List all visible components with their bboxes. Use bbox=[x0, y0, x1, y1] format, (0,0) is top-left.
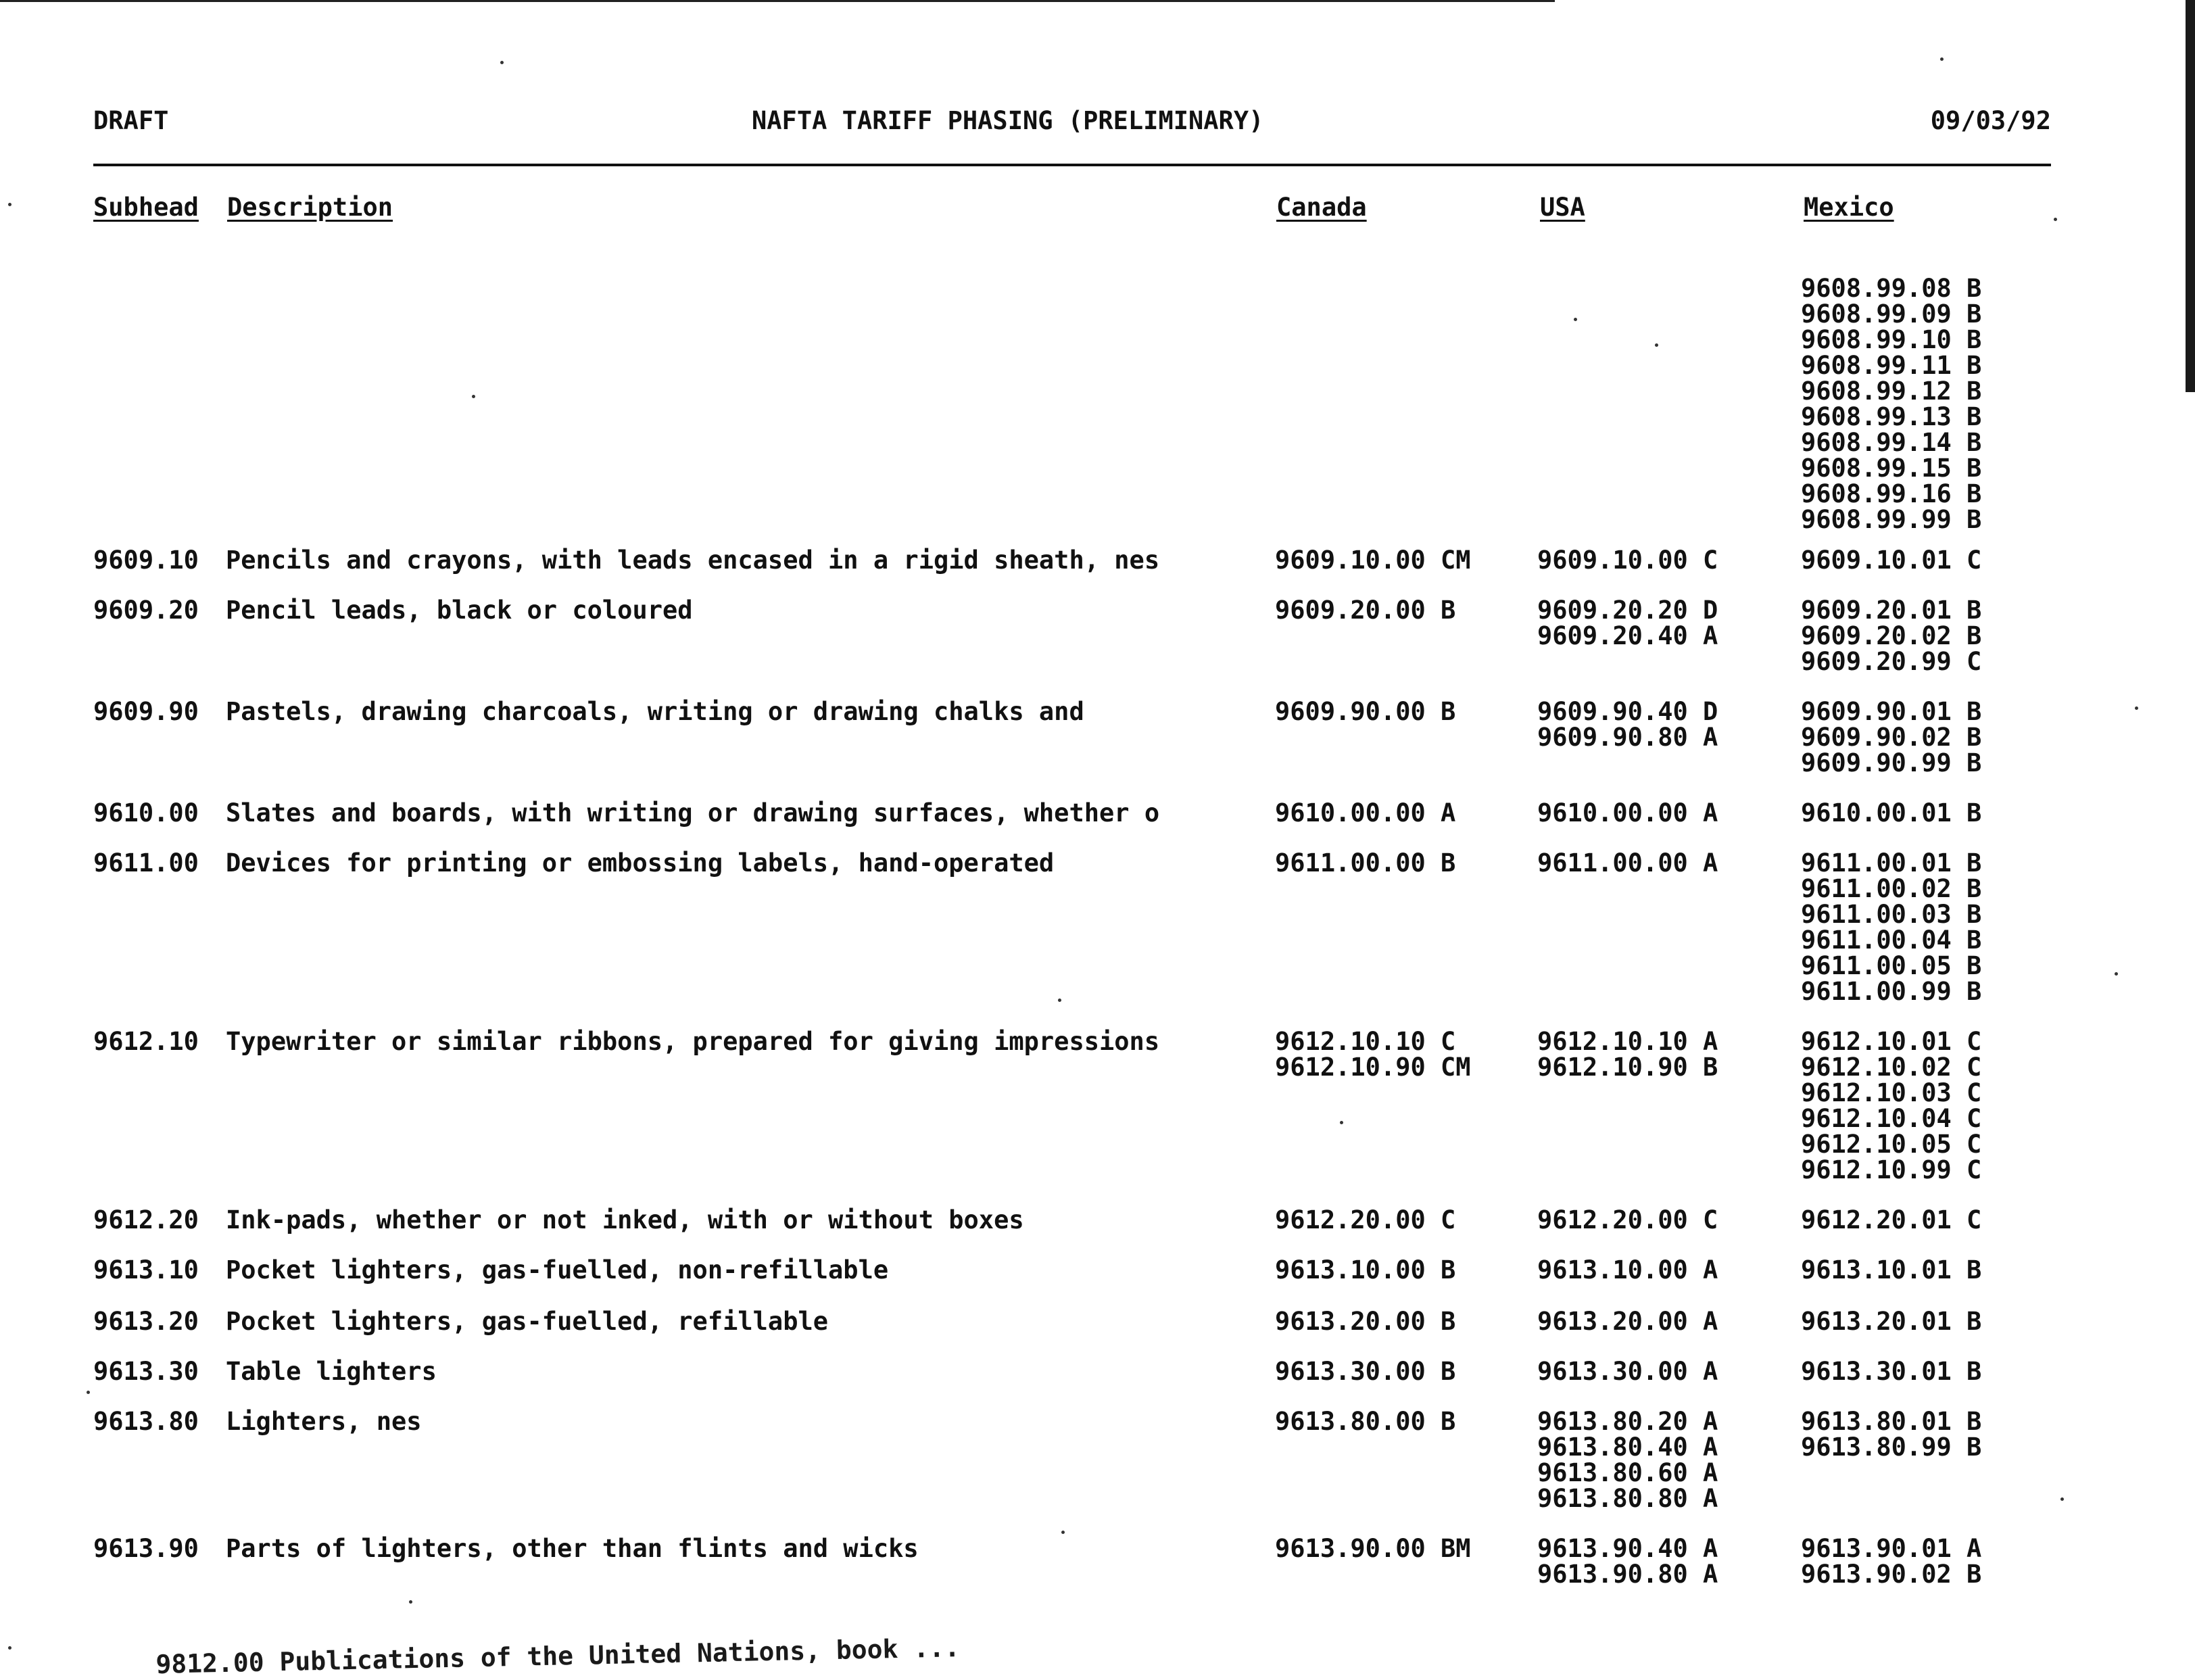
subhead-cell: 9609.20 bbox=[93, 596, 199, 625]
usa-codes-cell bbox=[1537, 1029, 1801, 1080]
scan-speck bbox=[2054, 218, 2057, 221]
canada-tariff-code: 9613.90.00 BM bbox=[1275, 1534, 1471, 1563]
mexico-codes-cell bbox=[1801, 850, 1981, 1005]
canada-codes-cell bbox=[1275, 1207, 1537, 1233]
mexico-tariff-code: 9608.99.08 B bbox=[1801, 274, 1982, 303]
mexico-tariff-code: 9611.00.03 B bbox=[1801, 900, 1982, 929]
subhead-cell: 9610.00 bbox=[93, 798, 199, 827]
header-divider bbox=[93, 164, 2051, 166]
description-cell: Parts of lighters, other than flints and wicks bbox=[226, 1534, 919, 1563]
mexico-tariff-code: 9613.80.99 B bbox=[1801, 1433, 1982, 1462]
canada-codes-cell bbox=[1275, 548, 1537, 573]
mexico-codes-cell bbox=[1801, 699, 1981, 776]
scan-speck bbox=[1655, 343, 1658, 347]
table-row bbox=[93, 800, 2051, 826]
subhead-cell: 9611.00 bbox=[93, 848, 199, 878]
table-row bbox=[93, 1536, 2051, 1587]
mexico-codes-cell bbox=[1801, 1257, 1981, 1283]
document-title: NAFTA TARIFF PHASING (PRELIMINARY) bbox=[752, 106, 1264, 135]
canada-tariff-code: 9613.30.00 B bbox=[1275, 1357, 1456, 1386]
canada-tariff-code: 9612.10.90 CM bbox=[1275, 1053, 1471, 1082]
scan-speck bbox=[500, 61, 504, 64]
mexico-codes-cell bbox=[1801, 1029, 1981, 1183]
mexico-tariff-code: 9613.90.01 A bbox=[1801, 1534, 1982, 1563]
subhead-cell: 9612.20 bbox=[93, 1205, 199, 1234]
description-cell: Ink-pads, whether or not inked, with or without boxes bbox=[226, 1205, 1024, 1234]
table-row bbox=[93, 1309, 2051, 1335]
usa-tariff-code: 9612.20.00 C bbox=[1537, 1205, 1718, 1234]
mexico-tariff-code: 9608.99.13 B bbox=[1801, 402, 1982, 431]
scan-speck bbox=[2135, 706, 2138, 710]
mexico-tariff-code: 9612.10.01 C bbox=[1801, 1027, 1982, 1056]
scan-speck bbox=[472, 395, 475, 398]
column-header-usa: USA bbox=[1540, 193, 1585, 222]
mexico-codes-cell bbox=[1801, 548, 1981, 573]
usa-tariff-code: 9609.20.20 D bbox=[1537, 596, 1718, 625]
scan-speck bbox=[1574, 318, 1577, 321]
table-row bbox=[93, 1257, 2051, 1283]
subhead-cell: 9613.20 bbox=[93, 1307, 199, 1336]
usa-codes-cell bbox=[1537, 1309, 1801, 1335]
table-row bbox=[93, 276, 2051, 533]
mexico-tariff-code: 9611.00.05 B bbox=[1801, 951, 1982, 980]
mexico-tariff-code: 9609.90.01 B bbox=[1801, 697, 1982, 726]
mexico-tariff-code: 9612.10.04 C bbox=[1801, 1104, 1982, 1133]
mexico-tariff-code: 9609.20.99 C bbox=[1801, 647, 1982, 676]
mexico-tariff-code: 9608.99.99 B bbox=[1801, 505, 1982, 534]
mexico-codes-cell bbox=[1801, 1536, 1981, 1587]
usa-tariff-code: 9613.80.20 A bbox=[1537, 1407, 1718, 1436]
document-date: 09/03/92 bbox=[1930, 106, 2051, 135]
mexico-tariff-code: 9608.99.15 B bbox=[1801, 454, 1982, 483]
scan-speck bbox=[1940, 57, 1944, 61]
mexico-tariff-code: 9612.10.03 C bbox=[1801, 1078, 1982, 1107]
mexico-codes-cell bbox=[1801, 276, 1981, 533]
table-row bbox=[93, 1029, 2051, 1183]
description-cell: Pocket lighters, gas-fuelled, refillable bbox=[226, 1307, 829, 1336]
mexico-tariff-code: 9613.90.02 B bbox=[1801, 1560, 1982, 1589]
scan-speck bbox=[1058, 999, 1061, 1002]
table-row bbox=[93, 699, 2051, 776]
mexico-tariff-code: 9608.99.10 B bbox=[1801, 325, 1982, 354]
draft-label: DRAFT bbox=[93, 106, 169, 135]
column-header-canada: Canada bbox=[1276, 193, 1367, 222]
description-cell: Table lighters bbox=[226, 1357, 437, 1386]
canada-codes-cell bbox=[1275, 699, 1537, 725]
top-scan-edge bbox=[0, 0, 1555, 2]
canada-tariff-code: 9609.90.00 B bbox=[1275, 697, 1456, 726]
usa-tariff-code: 9613.10.00 A bbox=[1537, 1255, 1718, 1285]
usa-tariff-code: 9612.10.90 B bbox=[1537, 1053, 1718, 1082]
tariff-table bbox=[93, 251, 2051, 1587]
mexico-tariff-code: 9613.10.01 B bbox=[1801, 1255, 1982, 1285]
mexico-tariff-code: 9612.10.02 C bbox=[1801, 1053, 1982, 1082]
scan-speck bbox=[409, 1600, 412, 1604]
usa-codes-cell bbox=[1537, 1359, 1801, 1385]
table-row bbox=[93, 1409, 2051, 1512]
canada-codes-cell bbox=[1275, 1309, 1537, 1335]
canada-tariff-code: 9612.10.10 C bbox=[1275, 1027, 1456, 1056]
usa-tariff-code: 9613.20.00 A bbox=[1537, 1307, 1718, 1336]
table-row bbox=[93, 850, 2051, 1005]
mexico-tariff-code: 9613.80.01 B bbox=[1801, 1407, 1982, 1436]
mexico-codes-cell bbox=[1801, 1207, 1981, 1233]
mexico-codes-cell bbox=[1801, 1359, 1981, 1385]
mexico-tariff-code: 9608.99.12 B bbox=[1801, 377, 1982, 406]
usa-tariff-code: 9609.20.40 A bbox=[1537, 621, 1718, 650]
scan-speck bbox=[1340, 1121, 1343, 1124]
canada-codes-cell bbox=[1275, 850, 1537, 876]
mexico-tariff-code: 9613.30.01 B bbox=[1801, 1357, 1982, 1386]
usa-tariff-code: 9609.10.00 C bbox=[1537, 546, 1718, 575]
usa-codes-cell bbox=[1537, 548, 1801, 573]
subhead-cell: 9613.80 bbox=[93, 1407, 199, 1436]
usa-tariff-code: 9609.90.80 A bbox=[1537, 723, 1718, 752]
mexico-tariff-code: 9609.20.01 B bbox=[1801, 596, 1982, 625]
canada-codes-cell bbox=[1275, 1257, 1537, 1283]
mexico-tariff-code: 9612.20.01 C bbox=[1801, 1205, 1982, 1234]
mexico-codes-cell bbox=[1801, 800, 1981, 826]
usa-codes-cell bbox=[1537, 1207, 1801, 1233]
canada-codes-cell bbox=[1275, 1029, 1537, 1080]
mexico-tariff-code: 9611.00.04 B bbox=[1801, 926, 1982, 955]
usa-tariff-code: 9613.80.60 A bbox=[1537, 1458, 1718, 1487]
mexico-tariff-code: 9613.20.01 B bbox=[1801, 1307, 1982, 1336]
table-row bbox=[93, 598, 2051, 675]
usa-tariff-code: 9611.00.00 A bbox=[1537, 848, 1718, 878]
description-cell: Lighters, nes bbox=[226, 1407, 422, 1436]
description-cell: Pencil leads, black or coloured bbox=[226, 596, 693, 625]
description-cell: Typewriter or similar ribbons, prepared for giving impressions bbox=[226, 1027, 1160, 1056]
canada-tariff-code: 9613.80.00 B bbox=[1275, 1407, 1456, 1436]
canada-tariff-code: 9612.20.00 C bbox=[1275, 1205, 1456, 1234]
usa-tariff-code: 9613.90.80 A bbox=[1537, 1560, 1718, 1589]
mexico-tariff-code: 9609.90.99 B bbox=[1801, 748, 1982, 777]
canada-codes-cell bbox=[1275, 800, 1537, 826]
mexico-tariff-code: 9612.10.99 C bbox=[1801, 1155, 1982, 1184]
description-cell: Slates and boards, with writing or drawing surfaces, whether o bbox=[226, 798, 1160, 827]
usa-tariff-code: 9613.90.40 A bbox=[1537, 1534, 1718, 1563]
description-cell: Devices for printing or embossing labels, hand-operated bbox=[226, 848, 1055, 878]
mexico-codes-cell bbox=[1801, 1409, 1981, 1460]
mexico-tariff-code: 9608.99.09 B bbox=[1801, 299, 1982, 329]
usa-codes-cell bbox=[1537, 598, 1801, 649]
table-row bbox=[93, 548, 2051, 573]
subhead-cell: 9609.90 bbox=[93, 697, 199, 726]
table-row bbox=[93, 1359, 2051, 1385]
usa-tariff-code: 9609.90.40 D bbox=[1537, 697, 1718, 726]
mexico-tariff-code: 9609.20.02 B bbox=[1801, 621, 1982, 650]
scan-speck bbox=[2115, 972, 2118, 976]
scan-speck bbox=[1061, 1531, 1065, 1534]
canada-codes-cell bbox=[1275, 598, 1537, 623]
usa-codes-cell bbox=[1537, 1536, 1801, 1587]
scan-speck bbox=[2060, 1497, 2064, 1501]
mexico-codes-cell bbox=[1801, 1309, 1981, 1335]
column-header-mexico: Mexico bbox=[1804, 193, 1894, 222]
subhead-cell: 9613.10 bbox=[93, 1255, 199, 1285]
scan-speck bbox=[87, 1391, 90, 1394]
canada-tariff-code: 9609.20.00 B bbox=[1275, 596, 1456, 625]
document-header bbox=[93, 98, 2051, 139]
column-header-subhead: Subhead bbox=[93, 193, 199, 222]
mexico-tariff-code: 9612.10.05 C bbox=[1801, 1130, 1982, 1159]
usa-codes-cell bbox=[1537, 1257, 1801, 1283]
subhead-cell: 9613.30 bbox=[93, 1357, 199, 1386]
canada-codes-cell bbox=[1275, 1359, 1537, 1385]
cut-off-footer-line: 9812.00 Publications of the United Nations, book ... bbox=[155, 1633, 961, 1679]
subhead-cell: 9613.90 bbox=[93, 1534, 199, 1563]
canada-tariff-code: 9609.10.00 CM bbox=[1275, 546, 1471, 575]
table-row bbox=[93, 1207, 2051, 1233]
mexico-tariff-code: 9609.10.01 C bbox=[1801, 546, 1982, 575]
mexico-tariff-code: 9611.00.99 B bbox=[1801, 977, 1982, 1006]
column-header-description: Description bbox=[227, 193, 393, 222]
canada-tariff-code: 9613.20.00 B bbox=[1275, 1307, 1456, 1336]
mexico-tariff-code: 9609.90.02 B bbox=[1801, 723, 1982, 752]
mexico-tariff-code: 9608.99.14 B bbox=[1801, 428, 1982, 457]
mexico-tariff-code: 9610.00.01 B bbox=[1801, 798, 1982, 827]
canada-tariff-code: 9613.10.00 B bbox=[1275, 1255, 1456, 1285]
description-cell: Pencils and crayons, with leads encased in a rigid sheath, nes bbox=[226, 546, 1160, 575]
subhead-cell: 9609.10 bbox=[93, 546, 199, 575]
canada-tariff-code: 9611.00.00 B bbox=[1275, 848, 1456, 878]
mexico-codes-cell bbox=[1801, 598, 1981, 675]
usa-tariff-code: 9610.00.00 A bbox=[1537, 798, 1718, 827]
usa-codes-cell bbox=[1537, 850, 1801, 876]
scan-speck bbox=[8, 1646, 11, 1650]
right-scan-edge bbox=[2186, 0, 2195, 392]
canada-tariff-code: 9610.00.00 A bbox=[1275, 798, 1456, 827]
usa-tariff-code: 9613.80.40 A bbox=[1537, 1433, 1718, 1462]
usa-codes-cell bbox=[1537, 1409, 1801, 1512]
usa-codes-cell bbox=[1537, 800, 1801, 826]
canada-codes-cell bbox=[1275, 1409, 1537, 1435]
subhead-cell: 9612.10 bbox=[93, 1027, 199, 1056]
usa-tariff-code: 9613.30.00 A bbox=[1537, 1357, 1718, 1386]
usa-codes-cell bbox=[1537, 699, 1801, 750]
mexico-tariff-code: 9608.99.16 B bbox=[1801, 479, 1982, 508]
description-cell: Pastels, drawing charcoals, writing or drawing chalks and bbox=[226, 697, 1084, 726]
usa-tariff-code: 9612.10.10 A bbox=[1537, 1027, 1718, 1056]
description-cell: Pocket lighters, gas-fuelled, non-refillable bbox=[226, 1255, 889, 1285]
scan-speck bbox=[8, 203, 11, 206]
mexico-tariff-code: 9611.00.01 B bbox=[1801, 848, 1982, 878]
canada-codes-cell bbox=[1275, 1536, 1537, 1562]
mexico-tariff-code: 9611.00.02 B bbox=[1801, 874, 1982, 903]
mexico-tariff-code: 9608.99.11 B bbox=[1801, 351, 1982, 380]
usa-tariff-code: 9613.80.80 A bbox=[1537, 1484, 1718, 1513]
